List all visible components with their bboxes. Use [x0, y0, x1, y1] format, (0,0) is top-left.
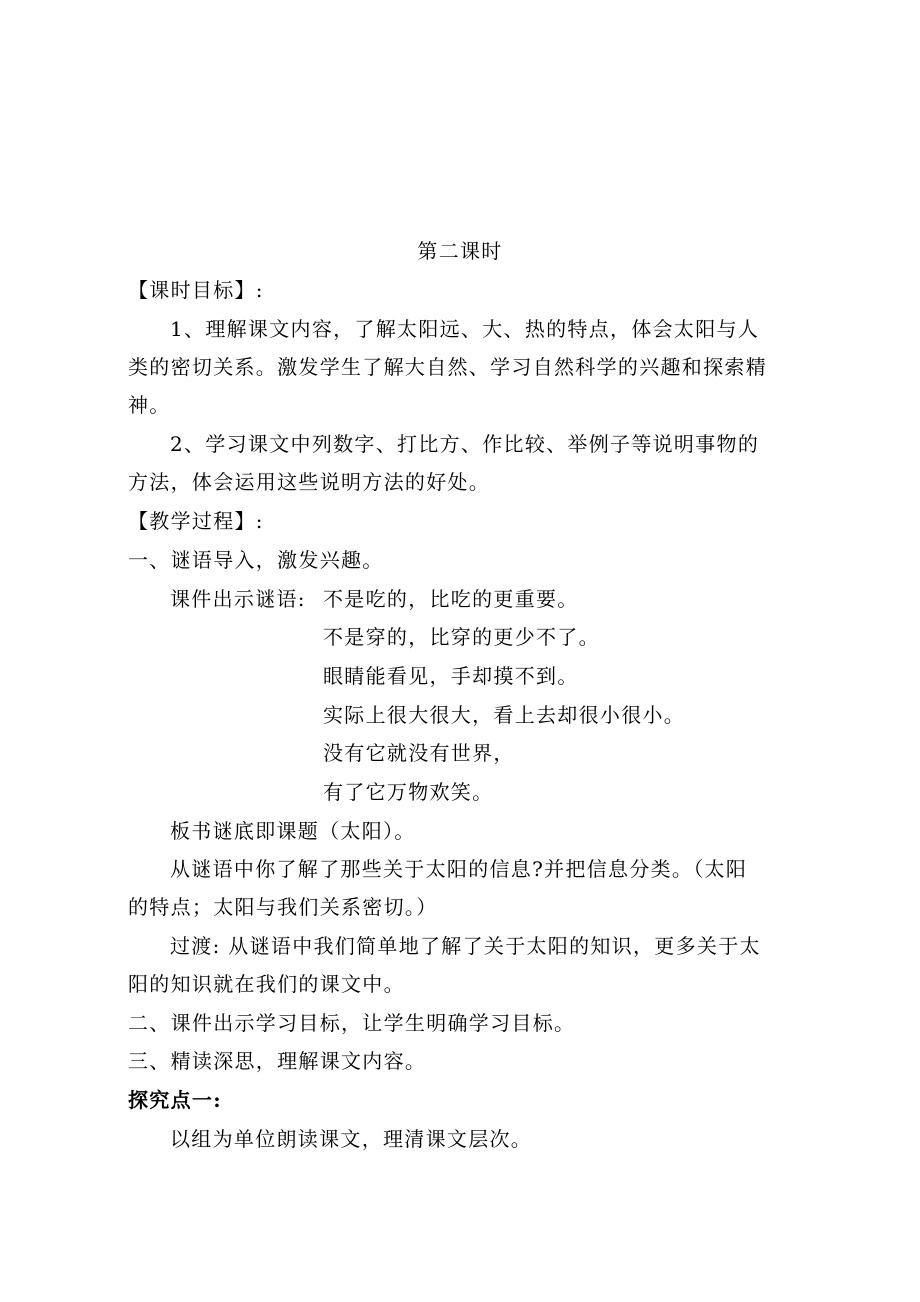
transition-line-1: 过渡: 从谜语中我们简单地了解了关于太阳的知识，更多关于太 [170, 934, 761, 958]
objective-2-line-1: 2、学习课文中列数字、打比方、作比较、举例子等说明事物的 [170, 432, 760, 456]
riddle-label: 课件出示谜语: [170, 587, 306, 611]
explore-1-heading: 探究点一: [128, 1088, 222, 1112]
question-line-2: 的特点；太阳与我们关系密切。） [128, 895, 438, 919]
objectives-heading: 【课时目标】: [128, 278, 264, 302]
explore-1-text: 以组为单位朗读课文，理清课文层次。 [170, 1127, 533, 1151]
transition-line-2: 阳的知识就在我们的课文中。 [128, 972, 405, 996]
objective-2-line-2: 方法，体会运用这些说明方法的好处。 [128, 470, 491, 494]
board-writing: 板书谜底即课题（太阳）。 [170, 819, 416, 843]
objective-1-line-2: 类的密切关系。激发学生了解大自然、学习自然科学的兴趣和探索精 [128, 355, 767, 379]
riddle-line-4: 实际上很大很大，看上去却很小很小。 [323, 703, 686, 727]
riddle-line-3: 眼睛能看见，手却摸不到。 [323, 664, 579, 688]
riddle-line-5: 没有它就没有世界， [323, 741, 515, 765]
objective-1-line-1: 1、理解课文内容，了解太阳远、大、热的特点，体会太阳与人 [170, 317, 760, 341]
riddle-line-1: 不是吃的，比吃的更重要。 [323, 587, 579, 611]
objective-1-line-3: 神。 [128, 393, 171, 417]
riddle-line-6: 有了它万物欢笑。 [323, 780, 494, 804]
riddle-line-2: 不是穿的，比穿的更少不了。 [323, 625, 600, 649]
page-title: 第二课时 [417, 239, 503, 263]
section-3-heading: 三、精读深思，理解课文内容。 [128, 1049, 427, 1073]
section-1-heading: 一、谜语导入，激发兴趣。 [128, 548, 384, 572]
section-2-heading: 二、课件出示学习目标，让学生明确学习目标。 [128, 1011, 576, 1035]
question-line-1: 从谜语中你了解了那些关于太阳的信息?并把信息分类。（太阳 [170, 857, 748, 881]
process-heading: 【教学过程】: [128, 509, 264, 533]
